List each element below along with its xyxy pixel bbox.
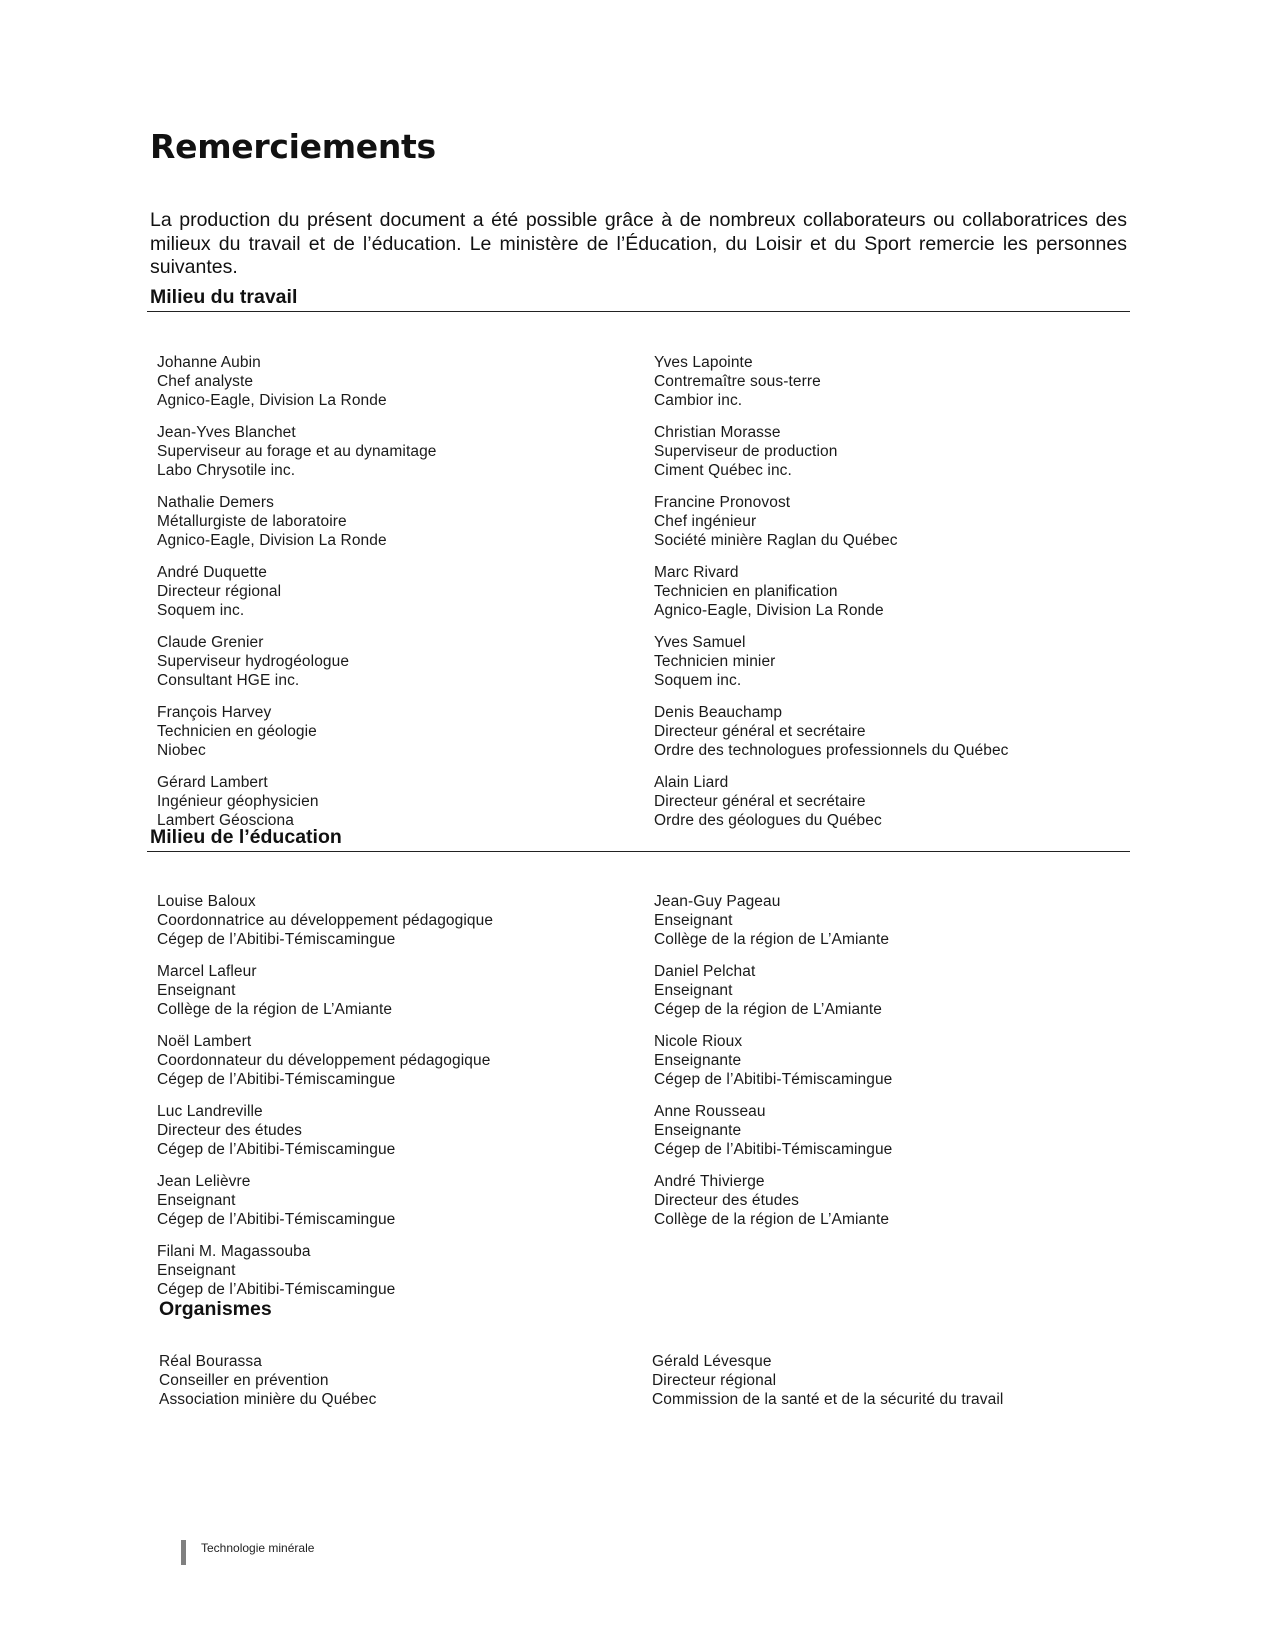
contact-organization: Cégep de l’Abitibi-Témiscamingue [157, 931, 396, 948]
contact-organization: Collège de la région de L’Amiante [654, 1211, 890, 1228]
contact-name: Luc Landreville [157, 1103, 263, 1120]
contact-name: Denis Beauchamp [654, 704, 783, 721]
list-education-left [157, 892, 617, 1312]
contact-role: Ingénieur géophysicien [157, 793, 319, 810]
contact-name: Marcel Lafleur [157, 963, 257, 980]
contact-name: André Thivierge [654, 1173, 765, 1190]
contact-entry [157, 962, 617, 1032]
contact-entry [654, 1032, 1114, 1102]
footer-bar [181, 1540, 186, 1565]
contact-entry [157, 423, 617, 493]
contact-role: Directeur des études [157, 1122, 303, 1139]
contact-role: Technicien en planification [654, 583, 838, 600]
contact-role: Directeur des études [654, 1192, 800, 1209]
contact-name: Jean-Yves Blanchet [157, 424, 296, 441]
contact-organization: Niobec [157, 742, 206, 759]
contact-role: Directeur régional [157, 583, 282, 600]
contact-organization: Cégep de l’Abitibi-Témiscamingue [157, 1281, 396, 1298]
contact-entry [157, 493, 617, 563]
contact-role: Chef analyste [157, 373, 254, 390]
contact-entry [654, 892, 1114, 962]
contact-role: Coordonnatrice au développement pédagogique [157, 912, 494, 929]
contact-organization: Société minière Raglan du Québec [654, 532, 898, 549]
contact-organization: Agnico-Eagle, Division La Ronde [157, 392, 387, 409]
contact-role: Technicien minier [654, 653, 776, 670]
contact-role: Enseignant [654, 982, 733, 999]
contact-name: François Harvey [157, 704, 272, 721]
contact-role: Directeur régional [652, 1372, 777, 1389]
contact-name: Nicole Rioux [654, 1033, 743, 1050]
contact-organization: Collège de la région de L’Amiante [157, 1001, 393, 1018]
contact-role: Enseignant [157, 982, 236, 999]
contact-name: Jean Lelièvre [157, 1173, 251, 1190]
contact-entry [654, 703, 1114, 773]
contact-entry [654, 493, 1114, 563]
contact-entry [157, 563, 617, 633]
contact-organization: Consultant HGE inc. [157, 672, 300, 689]
contact-name: Filani M. Magassouba [157, 1243, 311, 1260]
section-heading-travail: Milieu du travail [150, 286, 298, 308]
contact-organization: Lambert Géosciona [157, 812, 294, 829]
contact-name: André Duquette [157, 564, 267, 581]
contact-entry [654, 962, 1114, 1032]
contact-organization: Labo Chrysotile inc. [157, 462, 296, 479]
contact-entry [654, 1172, 1114, 1242]
contact-role: Enseignant [654, 912, 733, 929]
contact-organization: Soquem inc. [157, 602, 245, 619]
list-travail-right [654, 353, 1114, 843]
contact-entry [654, 563, 1114, 633]
contact-name: Johanne Aubin [157, 354, 261, 371]
contact-name: Réal Bourassa [159, 1353, 262, 1370]
contact-entry [654, 633, 1114, 703]
contact-organization: Collège de la région de L’Amiante [654, 931, 890, 948]
contact-name: Marc Rivard [654, 564, 739, 581]
contact-entry [157, 353, 617, 423]
contact-name: Nathalie Demers [157, 494, 274, 511]
contact-name: Yves Lapointe [654, 354, 753, 371]
contact-organization: Cégep de l’Abitibi-Témiscamingue [157, 1071, 396, 1088]
contact-role: Enseignant [157, 1262, 236, 1279]
contact-organization: Agnico-Eagle, Division La Ronde [157, 532, 387, 549]
section-rule-education [147, 851, 1130, 852]
contact-entry [654, 773, 1114, 843]
contact-entry [157, 1032, 617, 1102]
contact-name: Yves Samuel [654, 634, 746, 651]
contact-entry [157, 703, 617, 773]
list-organismes-right [652, 1352, 1112, 1422]
contact-organization: Ordre des géologues du Québec [654, 812, 882, 829]
contact-name: Daniel Pelchat [654, 963, 756, 980]
contact-name: Louise Baloux [157, 893, 256, 910]
contact-entry [654, 423, 1114, 493]
contact-organization: Cégep de l’Abitibi-Témiscamingue [654, 1071, 893, 1088]
contact-role: Métallurgiste de laboratoire [157, 513, 347, 530]
contact-entry [159, 1352, 619, 1422]
contact-name: Jean-Guy Pageau [654, 893, 781, 910]
contact-organization: Commission de la santé et de la sécurité du travail [652, 1391, 1004, 1408]
contact-entry [652, 1352, 1112, 1422]
contact-organization: Cégep de l’Abitibi-Témiscamingue [157, 1211, 396, 1228]
contact-name: Claude Grenier [157, 634, 264, 651]
contact-name: Noël Lambert [157, 1033, 252, 1050]
contact-name: Gérald Lévesque [652, 1353, 772, 1370]
list-organismes-left [159, 1352, 619, 1422]
contact-role: Enseignant [157, 1192, 236, 1209]
contact-entry [157, 633, 617, 703]
contact-organization: Cégep de la région de L’Amiante [654, 1001, 883, 1018]
contact-role: Enseignante [654, 1052, 742, 1069]
contact-role: Contremaître sous-terre [654, 373, 821, 390]
section-heading-education: Milieu de l’éducation [150, 826, 342, 848]
contact-organization: Cégep de l’Abitibi-Témiscamingue [654, 1141, 893, 1158]
contact-entry [654, 1102, 1114, 1172]
contact-organization: Ciment Québec inc. [654, 462, 792, 479]
contact-role: Superviseur de production [654, 443, 838, 460]
contact-name: Gérard Lambert [157, 774, 268, 791]
contact-name: Anne Rousseau [654, 1103, 766, 1120]
contact-organization: Ordre des technologues professionnels du Québec [654, 742, 1009, 759]
contact-name: Christian Morasse [654, 424, 781, 441]
footer-text: Technologie minérale [201, 1541, 315, 1555]
contact-role: Technicien en géologie [157, 723, 317, 740]
page-title: Remerciements [150, 127, 436, 166]
section-heading-organismes: Organismes [159, 1298, 272, 1320]
contact-organization: Agnico-Eagle, Division La Ronde [654, 602, 884, 619]
intro-paragraph: La production du présent document a été possible grâce à de nombreux collaborateurs ou collaboratrices des milieux du travail et de l’éducation. Le ministère de l’Éducation, du Loisir et du Sport remercie les personnes suivantes. [150, 209, 1127, 278]
contact-entry [157, 1102, 617, 1172]
contact-organization: Cégep de l’Abitibi-Témiscamingue [157, 1141, 396, 1158]
contact-organization: Cambior inc. [654, 392, 743, 409]
section-rule-travail [147, 311, 1130, 312]
contact-role: Chef ingénieur [654, 513, 757, 530]
contact-entry [654, 353, 1114, 423]
contact-role: Superviseur au forage et au dynamitage [157, 443, 437, 460]
contact-role: Directeur général et secrétaire [654, 723, 866, 740]
contact-role: Coordonnateur du développement pédagogique [157, 1052, 491, 1069]
contact-name: Alain Liard [654, 774, 729, 791]
contact-entry [157, 1172, 617, 1242]
contact-organization: Soquem inc. [654, 672, 742, 689]
list-education-right [654, 892, 1114, 1242]
contact-role: Directeur général et secrétaire [654, 793, 866, 810]
contact-role: Enseignante [654, 1122, 742, 1139]
contact-entry [157, 892, 617, 962]
contact-name: Francine Pronovost [654, 494, 791, 511]
contact-organization: Association minière du Québec [159, 1391, 377, 1408]
contact-role: Superviseur hydrogéologue [157, 653, 350, 670]
contact-role: Conseiller en prévention [159, 1372, 329, 1389]
list-travail-left [157, 353, 617, 843]
